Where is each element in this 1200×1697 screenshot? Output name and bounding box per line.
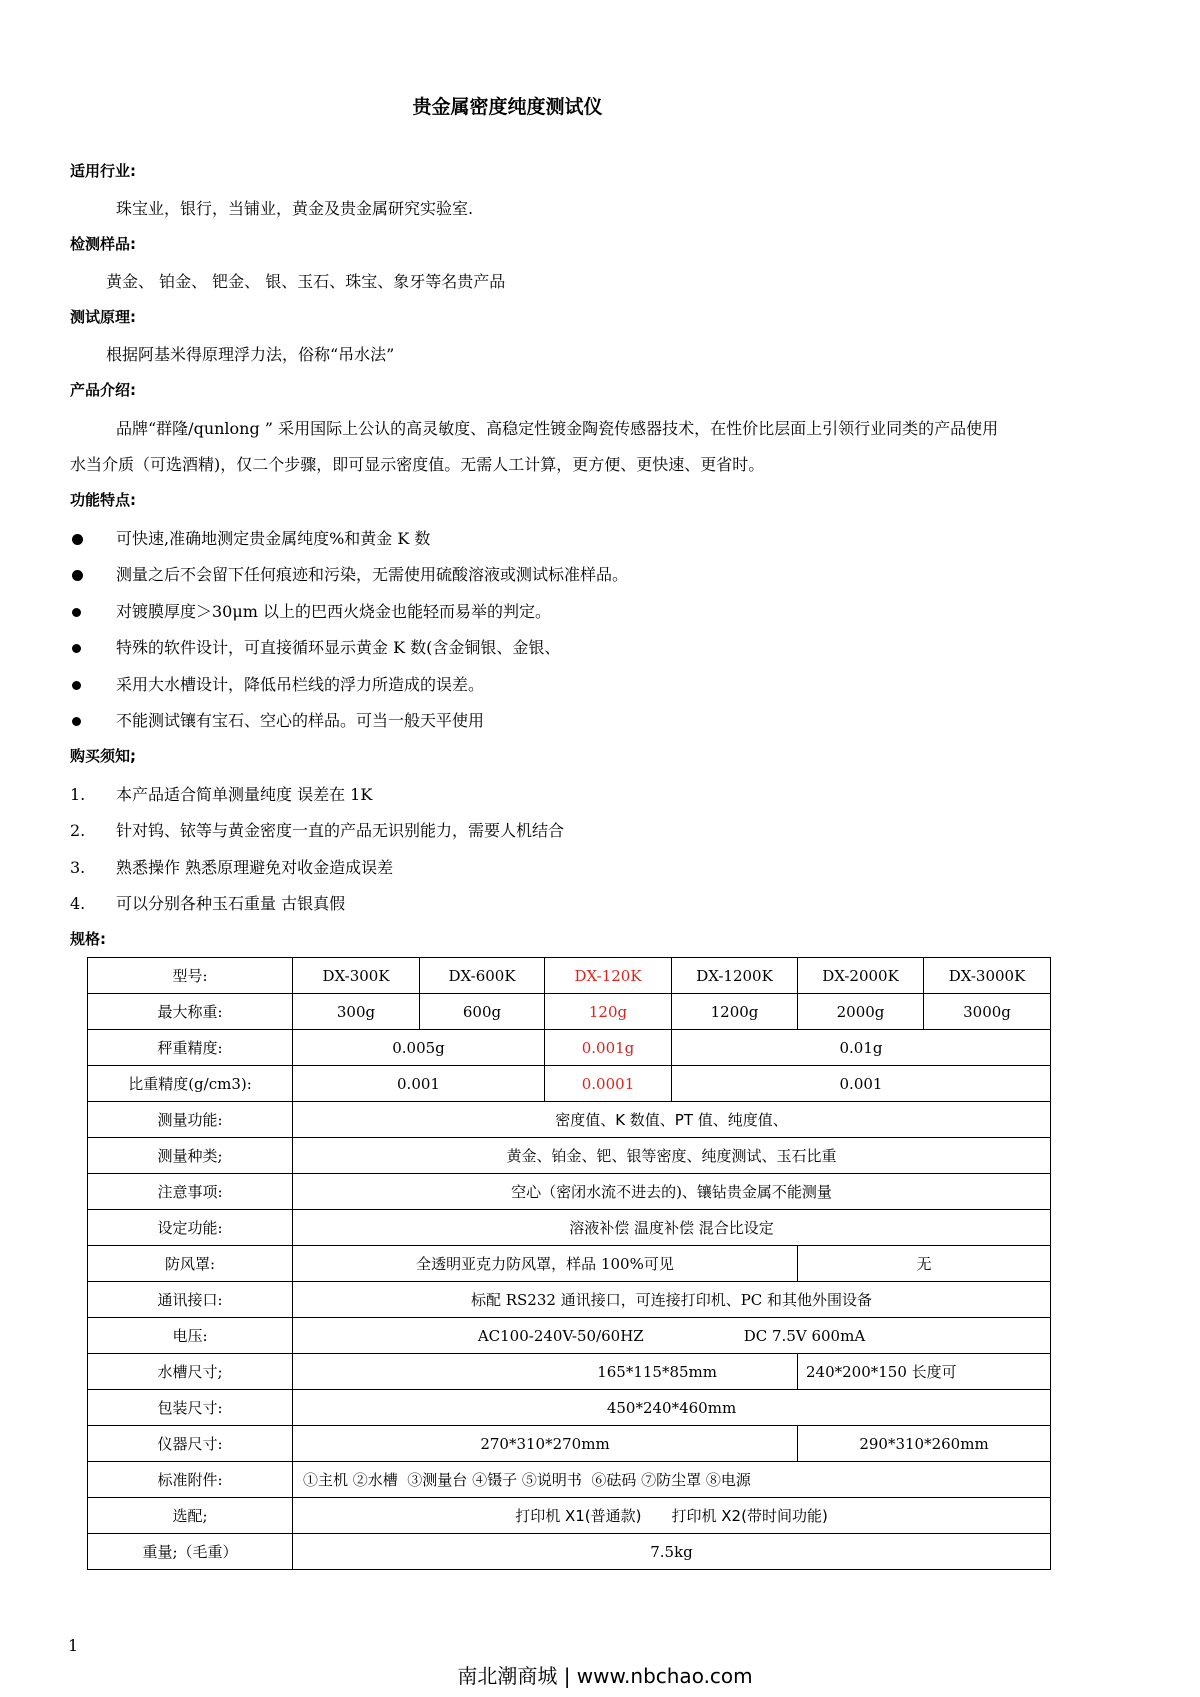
notice-text: 熟悉操作 熟悉原理避免对收金造成误差 <box>116 858 394 877</box>
option-1: 打印机 X1(普通款) <box>515 1507 642 1525</box>
feature-item <box>70 635 560 658</box>
cell: 密度值、K 数值、PT 值、纯度值、 <box>293 1102 1051 1138</box>
sample-text: 黄金、 铂金、 钯金、 银、玉石、珠宝、象牙等名贵产品 <box>106 272 506 291</box>
cell: DX-3000K <box>924 958 1051 994</box>
table-row <box>88 1354 1051 1390</box>
row-label: 比重精度(g/cm3): <box>88 1066 293 1102</box>
table-row <box>88 1030 1051 1066</box>
industry-heading: 适用行业: <box>70 162 136 180</box>
cell <box>293 1318 1051 1354</box>
notice-number: 3. <box>70 858 86 877</box>
row-label: 包装尺寸: <box>88 1390 293 1426</box>
row-label: 测量种类; <box>88 1138 293 1174</box>
cell: 标配 RS232 通讯接口，可连接打印机、PC 和其他外围设备 <box>293 1282 1051 1318</box>
cell: 0.001 <box>293 1066 545 1102</box>
cell: 7.5kg <box>293 1534 1051 1570</box>
table-row <box>88 1534 1051 1570</box>
notice-item <box>70 782 372 805</box>
cell: 无 <box>798 1246 1051 1282</box>
sample-heading: 检测样品: <box>70 235 136 253</box>
notice-text: 针对钨、铱等与黄金密度一直的产品无识别能力，需要人机结合 <box>116 821 565 840</box>
cell: 0.001 <box>672 1066 1051 1102</box>
feature-text: 采用大水槽设计，降低吊栏线的浮力所造成的误差。 <box>116 675 485 694</box>
row-label: 仪器尺寸: <box>88 1426 293 1462</box>
row-label: 电压: <box>88 1318 293 1354</box>
cell: 0.0001 <box>545 1066 672 1102</box>
feature-text: 特殊的软件设计，可直接循环显示黄金 K 数(含金铜银、金银、 <box>116 638 561 657</box>
cell: 290*310*260mm <box>798 1426 1051 1462</box>
cell: DX-120K <box>545 958 672 994</box>
table-row <box>88 1318 1051 1354</box>
cell: 黄金、铂金、钯、银等密度、纯度测试、玉石比重 <box>293 1138 1051 1174</box>
feature-item <box>70 672 484 695</box>
feature-text: 可快速,准确地测定贵金属纯度%和黄金 K 数 <box>116 529 431 548</box>
footer-watermark: 南北潮商城 | www.nbchao.com <box>457 1664 753 1688</box>
intro-text-2: 水当介质（可选酒精)，仅二个步骤，即可显示密度值。无需人工计算，更方便、更快速、更省时。 <box>70 455 765 474</box>
table-row <box>88 958 1051 994</box>
bullet-icon <box>72 534 83 545</box>
table-row <box>88 994 1051 1030</box>
cell: 270*310*270mm <box>293 1426 798 1462</box>
table-row <box>88 1282 1051 1318</box>
cell: 溶液补偿 温度补偿 混合比设定 <box>293 1210 1051 1246</box>
table-row <box>88 1498 1051 1534</box>
cell: 450*240*460mm <box>293 1390 1051 1426</box>
bullet-icon <box>72 608 81 617</box>
cell: 600g <box>420 994 545 1030</box>
feature-text: 不能测试镶有宝石、空心的样品。可当一般天平使用 <box>116 711 485 730</box>
cell: 空心（密闭水流不进去的)、镶钻贵金属不能测量 <box>293 1174 1051 1210</box>
notice-heading: 购买须知; <box>70 747 136 765</box>
feature-item <box>70 562 628 585</box>
notice-number: 1. <box>70 785 86 804</box>
row-label: 注意事项: <box>88 1174 293 1210</box>
row-label: 标准附件: <box>88 1462 293 1498</box>
principle-heading: 测试原理: <box>70 308 136 326</box>
cell: DX-600K <box>420 958 545 994</box>
table-row <box>88 1210 1051 1246</box>
table-row <box>88 1390 1051 1426</box>
voltage-ac: AC100-240V-50/60HZ <box>477 1326 644 1345</box>
feature-item <box>70 599 551 622</box>
page-title: 贵金属密度纯度测试仪 <box>412 96 603 118</box>
notice-text: 可以分别各种玉石重量 古银真假 <box>116 894 346 913</box>
row-label: 型号: <box>88 958 293 994</box>
principle-text: 根据阿基米得原理浮力法，俗称“吊水法” <box>106 345 395 364</box>
table-row <box>88 1462 1051 1498</box>
feature-text: 测量之后不会留下任何痕迹和污染，无需使用硫酸溶液或测试标准样品。 <box>116 565 629 584</box>
industry-text: 珠宝业，银行，当铺业，黄金及贵金属研究实验室. <box>116 199 474 218</box>
row-label: 防风罩: <box>88 1246 293 1282</box>
spec-table <box>87 957 1051 1570</box>
table-row <box>88 1174 1051 1210</box>
cell: DX-2000K <box>798 958 924 994</box>
row-label: 测量功能: <box>88 1102 293 1138</box>
table-row <box>88 1246 1051 1282</box>
cell <box>293 1498 1051 1534</box>
bullet-icon <box>72 681 81 690</box>
cell: 240*200*150 长度可 <box>798 1354 1051 1390</box>
row-label: 最大称重: <box>88 994 293 1030</box>
voltage-dc: DC 7.5V 600mA <box>743 1326 866 1345</box>
row-label: 设定功能: <box>88 1210 293 1246</box>
bullet-icon <box>72 570 83 581</box>
feature-text: 对镀膜厚度＞30μm 以上的巴西火烧金也能轻而易举的判定。 <box>116 602 552 621</box>
notice-number: 2. <box>70 821 86 840</box>
notice-item <box>70 891 345 914</box>
cell: 2000g <box>798 994 924 1030</box>
feature-item <box>70 526 430 549</box>
table-row <box>88 1426 1051 1462</box>
cell: 0.001g <box>545 1030 672 1066</box>
page-number: 1 <box>68 1636 79 1655</box>
notice-item <box>70 855 393 878</box>
cell: ①主机 ②水槽 ③测量台 ④镊子 ⑤说明书 ⑥砝码 ⑦防尘罩 ⑧电源 <box>293 1462 1051 1498</box>
row-label: 选配; <box>88 1498 293 1534</box>
cell: DX-1200K <box>672 958 798 994</box>
features-heading: 功能特点: <box>70 491 136 509</box>
bullet-icon <box>72 717 81 726</box>
cell: 0.005g <box>293 1030 545 1066</box>
cell: DX-300K <box>293 958 420 994</box>
row-label: 秤重精度: <box>88 1030 293 1066</box>
cell: 1200g <box>672 994 798 1030</box>
cell: 300g <box>293 994 420 1030</box>
row-label: 水槽尺寸; <box>88 1354 293 1390</box>
cell: 165*115*85mm <box>293 1354 798 1390</box>
notice-item <box>70 818 564 841</box>
notice-text: 本产品适合简单测量纯度 误差在 1K <box>116 785 373 804</box>
notice-number: 4. <box>70 894 86 913</box>
table-row <box>88 1102 1051 1138</box>
bullet-icon <box>72 644 81 653</box>
feature-item <box>70 708 484 731</box>
row-label: 重量;（毛重） <box>88 1534 293 1570</box>
row-label: 通讯接口: <box>88 1282 293 1318</box>
cell: 120g <box>545 994 672 1030</box>
cell: 3000g <box>924 994 1051 1030</box>
table-row <box>88 1138 1051 1174</box>
cell: 0.01g <box>672 1030 1051 1066</box>
cell: 全透明亚克力防风罩，样品 100%可见 <box>293 1246 798 1282</box>
spec-heading: 规格: <box>70 930 106 948</box>
table-row <box>88 1066 1051 1102</box>
intro-text-1: 品牌“群隆/qunlong ” 采用国际上公认的高灵敏度、高稳定性镀金陶瓷传感器技术，在性价比层面上引领行业同类的产品使用 <box>116 419 999 438</box>
option-2: 打印机 X2(带时间功能) <box>671 1507 828 1525</box>
intro-heading: 产品介绍: <box>70 381 136 399</box>
